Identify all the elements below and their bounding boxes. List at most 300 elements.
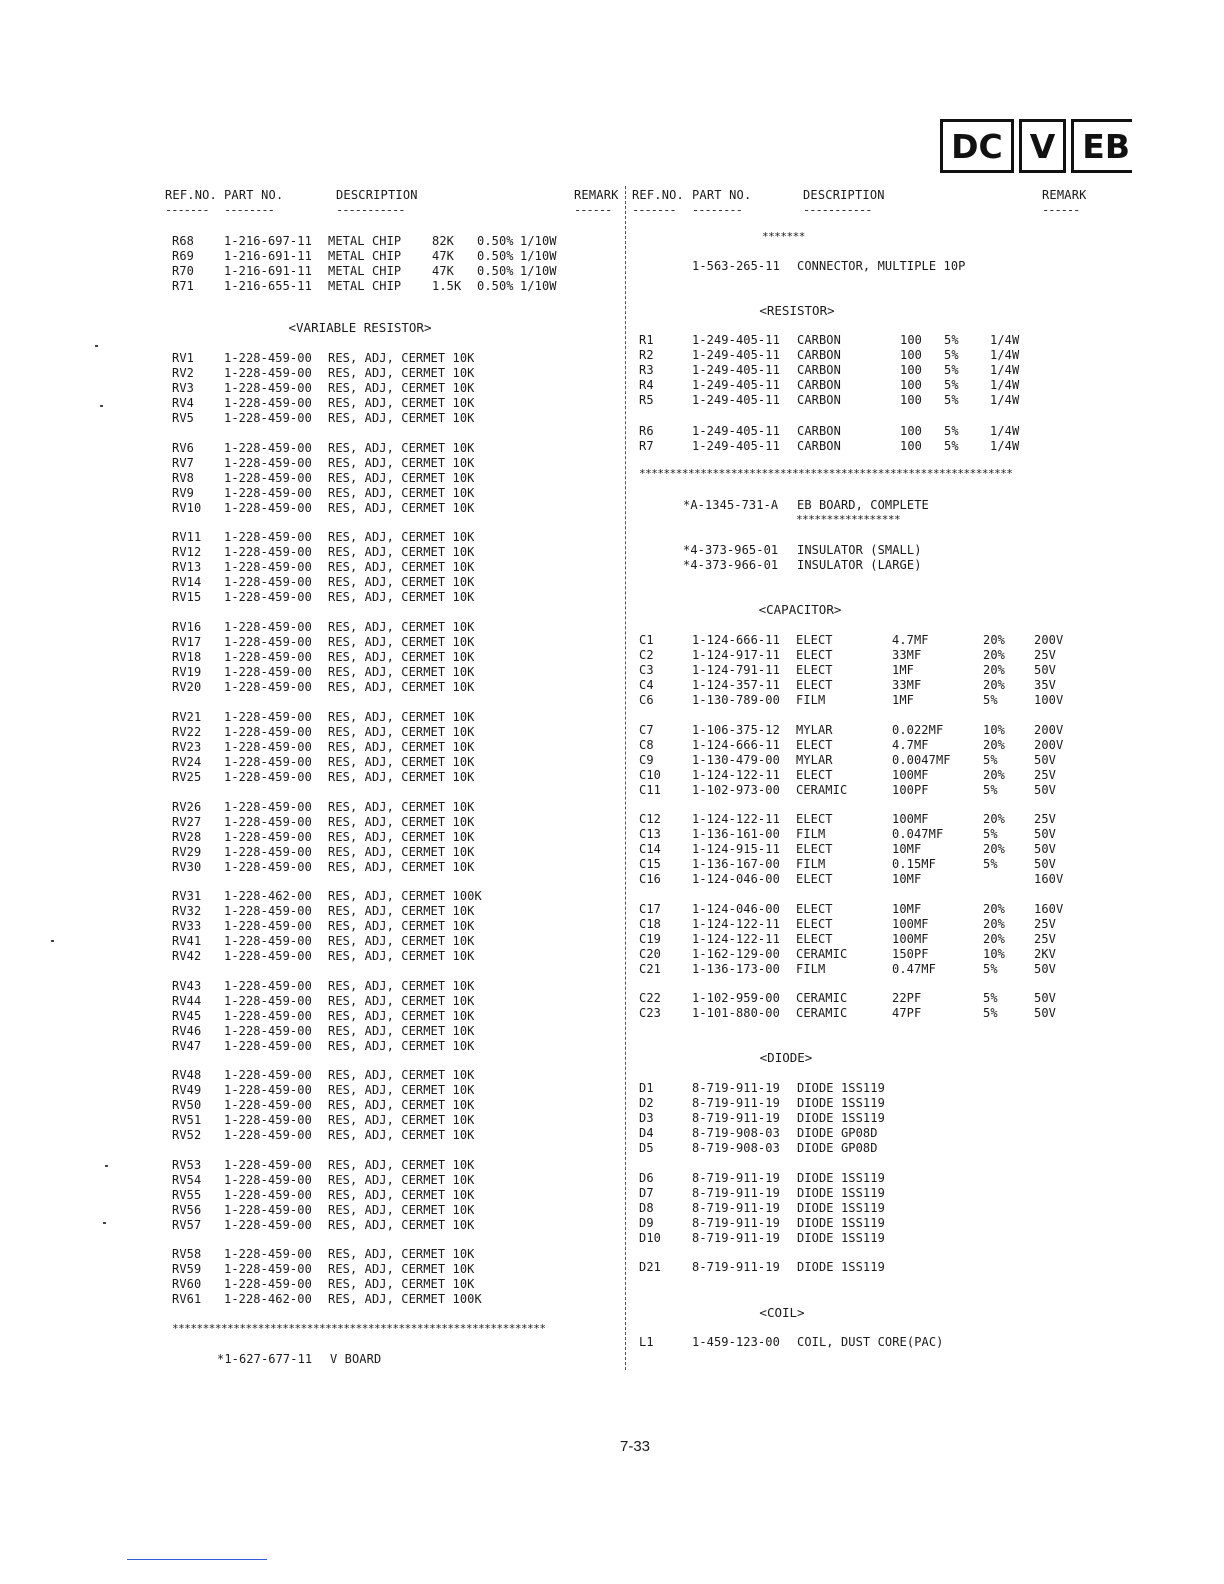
part-no: 1-249-405-11 bbox=[692, 439, 780, 453]
section-heading-coil: <COIL> bbox=[759, 1305, 805, 1320]
rating: 160V bbox=[1034, 902, 1064, 916]
part-no: 1-228-459-00 bbox=[224, 1203, 312, 1217]
scan-speck bbox=[51, 940, 54, 942]
description: RES, ADJ, CERMET 10K bbox=[328, 800, 475, 814]
part-no: 1-228-459-00 bbox=[224, 860, 312, 874]
tolerance: 5% bbox=[944, 363, 959, 377]
description: ELECT bbox=[796, 872, 833, 886]
description: RES, ADJ, CERMET 10K bbox=[328, 501, 475, 515]
part-no: 8-719-911-19 bbox=[692, 1186, 780, 1200]
ref-no: R70 bbox=[172, 264, 194, 278]
tolerance: 0.50% bbox=[477, 234, 514, 248]
part-no: 1-249-405-11 bbox=[692, 363, 780, 377]
ref-no: RV45 bbox=[172, 1009, 202, 1023]
ref-no: RV24 bbox=[172, 755, 202, 769]
part-no: 8-719-911-19 bbox=[692, 1231, 780, 1245]
part-no: 1-228-459-00 bbox=[224, 530, 312, 544]
description: MYLAR bbox=[796, 723, 833, 737]
value: 100 bbox=[900, 424, 922, 438]
tolerance: 5% bbox=[983, 783, 998, 797]
description: RES, ADJ, CERMET 10K bbox=[328, 456, 475, 470]
value: 1MF bbox=[892, 693, 914, 707]
ref-no: RV44 bbox=[172, 994, 202, 1008]
description: RES, ADJ, CERMET 10K bbox=[328, 1277, 475, 1291]
description: RES, ADJ, CERMET 10K bbox=[328, 486, 475, 500]
part-no: 1-136-167-00 bbox=[692, 857, 780, 871]
board-tag-eb: EB bbox=[1071, 119, 1132, 173]
part-no: *4-373-965-01 bbox=[683, 543, 779, 557]
description: CARBON bbox=[797, 393, 841, 407]
description: RES, ADJ, CERMET 10K bbox=[328, 1083, 475, 1097]
section-heading-resistor: <RESISTOR> bbox=[759, 303, 835, 318]
ref-no: R6 bbox=[639, 424, 654, 438]
part-no: 1-216-655-11 bbox=[224, 279, 312, 293]
rating: 25V bbox=[1034, 768, 1056, 782]
rating: 25V bbox=[1034, 812, 1056, 826]
description: DIODE 1SS119 bbox=[797, 1201, 885, 1215]
part-no: 1-102-973-00 bbox=[692, 783, 780, 797]
part-no: 1-216-691-11 bbox=[224, 264, 312, 278]
part-no: 1-228-459-00 bbox=[224, 755, 312, 769]
ref-no: C18 bbox=[639, 917, 661, 931]
description: RES, ADJ, CERMET 10K bbox=[328, 815, 475, 829]
stars-marker: ******* bbox=[762, 230, 805, 243]
tolerance: 20% bbox=[983, 768, 1005, 782]
part-no: 1-228-459-00 bbox=[224, 620, 312, 634]
value: 1MF bbox=[892, 663, 914, 677]
tolerance: 5% bbox=[983, 827, 998, 841]
description: RES, ADJ, CERMET 10K bbox=[328, 665, 475, 679]
remark-header: REMARK bbox=[1042, 188, 1087, 202]
tolerance: 0.50% bbox=[477, 264, 514, 278]
description: RES, ADJ, CERMET 10K bbox=[328, 725, 475, 739]
ref-no: R2 bbox=[639, 348, 654, 362]
value: 100 bbox=[900, 393, 922, 407]
ref-no: D8 bbox=[639, 1201, 654, 1215]
ref-no: C14 bbox=[639, 842, 661, 856]
tolerance: 10% bbox=[983, 947, 1005, 961]
tolerance: 20% bbox=[983, 932, 1005, 946]
tolerance: 20% bbox=[983, 917, 1005, 931]
description: RES, ADJ, CERMET 10K bbox=[328, 620, 475, 634]
description: CERAMIC bbox=[796, 783, 848, 797]
value: 100 bbox=[900, 439, 922, 453]
part-no: 1-124-915-11 bbox=[692, 842, 780, 856]
ref-no: C12 bbox=[639, 812, 661, 826]
description: INSULATOR (SMALL) bbox=[797, 543, 922, 557]
part-no: 8-719-908-03 bbox=[692, 1141, 780, 1155]
ref-no: RV27 bbox=[172, 815, 202, 829]
tolerance: 5% bbox=[944, 378, 959, 392]
part-no: 1-124-791-11 bbox=[692, 663, 780, 677]
rating: 1/4W bbox=[990, 424, 1020, 438]
ref-no: RV5 bbox=[172, 411, 194, 425]
ref-no: RV20 bbox=[172, 680, 202, 694]
ref-no: D7 bbox=[639, 1186, 654, 1200]
ref-no: C4 bbox=[639, 678, 654, 692]
description: FILM bbox=[796, 857, 826, 871]
description: RES, ADJ, CERMET 10K bbox=[328, 530, 475, 544]
description: RES, ADJ, CERMET 10K bbox=[328, 366, 475, 380]
part-no: 1-216-697-11 bbox=[224, 234, 312, 248]
part-no: 1-124-357-11 bbox=[692, 678, 780, 692]
part-no: 1-228-459-00 bbox=[224, 486, 312, 500]
part-no: 1-124-046-00 bbox=[692, 902, 780, 916]
description: RES, ADJ, CERMET 10K bbox=[328, 755, 475, 769]
description: METAL CHIP bbox=[328, 234, 402, 248]
tolerance: 20% bbox=[983, 738, 1005, 752]
description: ELECT bbox=[796, 842, 833, 856]
part-no: 1-228-459-00 bbox=[224, 650, 312, 664]
value: 0.022MF bbox=[892, 723, 944, 737]
rating: 1/10W bbox=[520, 279, 557, 293]
description: V BOARD bbox=[330, 1352, 382, 1366]
ref-no: RV9 bbox=[172, 486, 194, 500]
part-no: 1-228-459-00 bbox=[224, 994, 312, 1008]
part-no: 1-228-459-00 bbox=[224, 1277, 312, 1291]
description: CERAMIC bbox=[796, 1006, 848, 1020]
part-no: 1-228-459-00 bbox=[224, 1098, 312, 1112]
ref-no: C6 bbox=[639, 693, 654, 707]
part-no: 1-249-405-11 bbox=[692, 378, 780, 392]
description: ELECT bbox=[796, 902, 833, 916]
description: COIL, DUST CORE(PAC) bbox=[797, 1335, 944, 1349]
part-no: 1-228-459-00 bbox=[224, 680, 312, 694]
ref-no: C22 bbox=[639, 991, 661, 1005]
ref-no: C9 bbox=[639, 753, 654, 767]
value: 82K bbox=[432, 234, 454, 248]
part-no: 1-249-405-11 bbox=[692, 333, 780, 347]
ref-no-underline: ------- bbox=[165, 203, 209, 217]
ref-no: RV52 bbox=[172, 1128, 202, 1142]
part-no: 1-228-459-00 bbox=[224, 1173, 312, 1187]
ref-no: R71 bbox=[172, 279, 194, 293]
description: RES, ADJ, CERMET 10K bbox=[328, 994, 475, 1008]
ref-no: RV1 bbox=[172, 351, 194, 365]
value: 0.047MF bbox=[892, 827, 944, 841]
section-heading-variable-resistor: <VARIABLE RESISTOR> bbox=[288, 320, 432, 335]
part-no: 1-228-462-00 bbox=[224, 1292, 312, 1306]
part-no: 1-228-459-00 bbox=[224, 1024, 312, 1038]
ref-no: RV55 bbox=[172, 1188, 202, 1202]
description: ELECT bbox=[796, 812, 833, 826]
value: 0.47MF bbox=[892, 962, 936, 976]
description: ELECT bbox=[796, 648, 833, 662]
description: FILM bbox=[796, 693, 826, 707]
part-no: 1-124-122-11 bbox=[692, 768, 780, 782]
ref-no: RV23 bbox=[172, 740, 202, 754]
ref-no: RV26 bbox=[172, 800, 202, 814]
column-divider bbox=[625, 186, 626, 1370]
description: DIODE 1SS119 bbox=[797, 1171, 885, 1185]
description: MYLAR bbox=[796, 753, 833, 767]
board-tag-v: V bbox=[1019, 119, 1067, 173]
description: FILM bbox=[796, 827, 826, 841]
part-no: 1-130-789-00 bbox=[692, 693, 780, 707]
ref-no: RV3 bbox=[172, 381, 194, 395]
tolerance: 0.50% bbox=[477, 279, 514, 293]
description: METAL CHIP bbox=[328, 249, 402, 263]
description: RES, ADJ, CERMET 10K bbox=[328, 1068, 475, 1082]
tolerance: 5% bbox=[983, 753, 998, 767]
description: RES, ADJ, CERMET 10K bbox=[328, 770, 475, 784]
value: 100PF bbox=[892, 783, 929, 797]
tolerance: 5% bbox=[944, 393, 959, 407]
ref-no: RV53 bbox=[172, 1158, 202, 1172]
value: 47K bbox=[432, 249, 454, 263]
description: CERAMIC bbox=[796, 947, 848, 961]
part-no: 1-249-405-11 bbox=[692, 348, 780, 362]
description: INSULATOR (LARGE) bbox=[797, 558, 922, 572]
value: 47PF bbox=[892, 1006, 922, 1020]
ref-no: C2 bbox=[639, 648, 654, 662]
part-no: 1-228-459-00 bbox=[224, 979, 312, 993]
description: CERAMIC bbox=[796, 991, 848, 1005]
ref-no: RV54 bbox=[172, 1173, 202, 1187]
description: DIODE 1SS119 bbox=[797, 1096, 885, 1110]
tolerance: 20% bbox=[983, 812, 1005, 826]
ref-no: RV25 bbox=[172, 770, 202, 784]
part-no: 1-228-459-00 bbox=[224, 560, 312, 574]
value: 4.7MF bbox=[892, 633, 929, 647]
ref-no: C21 bbox=[639, 962, 661, 976]
part-no: 1-228-459-00 bbox=[224, 471, 312, 485]
ref-no: RV56 bbox=[172, 1203, 202, 1217]
part-no: 1-228-459-00 bbox=[224, 1009, 312, 1023]
ref-no: RV33 bbox=[172, 919, 202, 933]
part-no: 1-228-459-00 bbox=[224, 934, 312, 948]
tolerance: 5% bbox=[944, 439, 959, 453]
ref-no: R5 bbox=[639, 393, 654, 407]
ref-no: RV50 bbox=[172, 1098, 202, 1112]
part-no: 1-228-459-00 bbox=[224, 590, 312, 604]
description: RES, ADJ, CERMET 100K bbox=[328, 1292, 482, 1306]
ref-no: RV8 bbox=[172, 471, 194, 485]
value: 100MF bbox=[892, 917, 929, 931]
ref-no: C19 bbox=[639, 932, 661, 946]
description: RES, ADJ, CERMET 100K bbox=[328, 889, 482, 903]
rating: 25V bbox=[1034, 932, 1056, 946]
description: DIODE 1SS119 bbox=[797, 1231, 885, 1245]
description: ELECT bbox=[796, 917, 833, 931]
rating: 1/4W bbox=[990, 333, 1020, 347]
description: CARBON bbox=[797, 424, 841, 438]
rating: 200V bbox=[1034, 633, 1064, 647]
ref-no: RV46 bbox=[172, 1024, 202, 1038]
part-no: 1-124-917-11 bbox=[692, 648, 780, 662]
part-no-header: PART NO. bbox=[224, 188, 284, 202]
description: DIODE 1SS119 bbox=[797, 1111, 885, 1125]
part-no: 1-228-459-00 bbox=[224, 1068, 312, 1082]
part-no: 1-228-459-00 bbox=[224, 830, 312, 844]
rating: 25V bbox=[1034, 917, 1056, 931]
part-no: 1-228-459-00 bbox=[224, 1113, 312, 1127]
ref-no: RV14 bbox=[172, 575, 202, 589]
description: RES, ADJ, CERMET 10K bbox=[328, 560, 475, 574]
ref-no: C17 bbox=[639, 902, 661, 916]
ref-no: D1 bbox=[639, 1081, 654, 1095]
part-no: 1-106-375-12 bbox=[692, 723, 780, 737]
description: RES, ADJ, CERMET 10K bbox=[328, 934, 475, 948]
part-no: 8-719-911-19 bbox=[692, 1096, 780, 1110]
part-no: 1-249-405-11 bbox=[692, 424, 780, 438]
scan-speck bbox=[105, 1165, 108, 1167]
part-no: 1-228-459-00 bbox=[224, 904, 312, 918]
part-no-underline: -------- bbox=[692, 203, 742, 217]
description: RES, ADJ, CERMET 10K bbox=[328, 1098, 475, 1112]
tolerance: 5% bbox=[944, 424, 959, 438]
part-no: 1-228-459-00 bbox=[224, 1247, 312, 1261]
tolerance: 20% bbox=[983, 678, 1005, 692]
ref-no: RV49 bbox=[172, 1083, 202, 1097]
description-header: DESCRIPTION bbox=[336, 188, 418, 202]
section-heading-capacitor: <CAPACITOR> bbox=[758, 602, 842, 617]
tolerance: 10% bbox=[983, 723, 1005, 737]
ref-no: RV17 bbox=[172, 635, 202, 649]
rating: 200V bbox=[1034, 723, 1064, 737]
part-no: *4-373-966-01 bbox=[683, 558, 779, 572]
description: RES, ADJ, CERMET 10K bbox=[328, 1262, 475, 1276]
ref-no: RV60 bbox=[172, 1277, 202, 1291]
description: RES, ADJ, CERMET 10K bbox=[328, 1024, 475, 1038]
rating: 1/4W bbox=[990, 393, 1020, 407]
description: RES, ADJ, CERMET 10K bbox=[328, 919, 475, 933]
ref-no: RV28 bbox=[172, 830, 202, 844]
ref-no: RV32 bbox=[172, 904, 202, 918]
tolerance: 5% bbox=[983, 962, 998, 976]
ref-no: RV21 bbox=[172, 710, 202, 724]
part-no: 1-228-459-00 bbox=[224, 740, 312, 754]
description: RES, ADJ, CERMET 10K bbox=[328, 1188, 475, 1202]
ref-no: R3 bbox=[639, 363, 654, 377]
scan-speck bbox=[100, 405, 103, 407]
description: CARBON bbox=[797, 363, 841, 377]
section-heading-diode: <DIODE> bbox=[759, 1050, 813, 1065]
description: RES, ADJ, CERMET 10K bbox=[328, 1039, 475, 1053]
part-no: 1-124-666-11 bbox=[692, 633, 780, 647]
value: 10MF bbox=[892, 872, 922, 886]
ref-no: RV48 bbox=[172, 1068, 202, 1082]
part-no: 1-228-459-00 bbox=[224, 1039, 312, 1053]
tolerance: 5% bbox=[944, 348, 959, 362]
separator-stars: ************************************************************* bbox=[639, 467, 1013, 480]
description: RES, ADJ, CERMET 10K bbox=[328, 1158, 475, 1172]
part-no: 1-228-459-00 bbox=[224, 396, 312, 410]
rating: 1/10W bbox=[520, 264, 557, 278]
part-no: 1-228-459-00 bbox=[224, 725, 312, 739]
description: ELECT bbox=[796, 663, 833, 677]
description: METAL CHIP bbox=[328, 279, 402, 293]
rating: 1/4W bbox=[990, 439, 1020, 453]
part-no: 1-124-046-00 bbox=[692, 872, 780, 886]
ref-no: C7 bbox=[639, 723, 654, 737]
part-no: 1-228-459-00 bbox=[224, 919, 312, 933]
part-no: 1-228-459-00 bbox=[224, 441, 312, 455]
part-no: 1-228-459-00 bbox=[224, 456, 312, 470]
ref-no: RV11 bbox=[172, 530, 202, 544]
description: RES, ADJ, CERMET 10K bbox=[328, 1203, 475, 1217]
ref-no: R7 bbox=[639, 439, 654, 453]
value: 100MF bbox=[892, 812, 929, 826]
description: RES, ADJ, CERMET 10K bbox=[328, 590, 475, 604]
value: 47K bbox=[432, 264, 454, 278]
remark-header: REMARK bbox=[574, 188, 619, 202]
ref-no: RV7 bbox=[172, 456, 194, 470]
value: 100MF bbox=[892, 768, 929, 782]
part-no: 8-719-911-19 bbox=[692, 1111, 780, 1125]
rating: 2KV bbox=[1034, 947, 1056, 961]
tolerance: 5% bbox=[944, 333, 959, 347]
ref-no: RV61 bbox=[172, 1292, 202, 1306]
ref-no: D6 bbox=[639, 1171, 654, 1185]
description: ELECT bbox=[796, 768, 833, 782]
tolerance: 20% bbox=[983, 902, 1005, 916]
description: RES, ADJ, CERMET 10K bbox=[328, 1247, 475, 1261]
ref-no: RV2 bbox=[172, 366, 194, 380]
description: FILM bbox=[796, 962, 826, 976]
part-no: 8-719-911-19 bbox=[692, 1201, 780, 1215]
description-header: DESCRIPTION bbox=[803, 188, 885, 202]
ref-no: RV43 bbox=[172, 979, 202, 993]
value: 1.5K bbox=[432, 279, 462, 293]
ref-no: RV58 bbox=[172, 1247, 202, 1261]
ref-no: C15 bbox=[639, 857, 661, 871]
footer-rule bbox=[127, 1559, 267, 1560]
ref-no: C8 bbox=[639, 738, 654, 752]
description: RES, ADJ, CERMET 10K bbox=[328, 545, 475, 559]
description: ELECT bbox=[796, 738, 833, 752]
value: 100 bbox=[900, 363, 922, 377]
ref-no: RV47 bbox=[172, 1039, 202, 1053]
description: RES, ADJ, CERMET 10K bbox=[328, 411, 475, 425]
description: RES, ADJ, CERMET 10K bbox=[328, 1113, 475, 1127]
ref-no: RV41 bbox=[172, 934, 202, 948]
description: RES, ADJ, CERMET 10K bbox=[328, 1009, 475, 1023]
value: 22PF bbox=[892, 991, 922, 1005]
ref-no: C16 bbox=[639, 872, 661, 886]
rating: 1/10W bbox=[520, 249, 557, 263]
ref-no: D3 bbox=[639, 1111, 654, 1125]
part-no: 1-228-459-00 bbox=[224, 845, 312, 859]
part-no: 1-228-459-00 bbox=[224, 710, 312, 724]
value: 100 bbox=[900, 378, 922, 392]
part-no: 1-228-459-00 bbox=[224, 770, 312, 784]
description: RES, ADJ, CERMET 10K bbox=[328, 471, 475, 485]
rating: 1/4W bbox=[990, 363, 1020, 377]
ref-no: C10 bbox=[639, 768, 661, 782]
part-no: 1-563-265-11 bbox=[692, 259, 780, 273]
ref-no: D2 bbox=[639, 1096, 654, 1110]
ref-no: C1 bbox=[639, 633, 654, 647]
description: RES, ADJ, CERMET 10K bbox=[328, 351, 475, 365]
part-no: *A-1345-731-A bbox=[683, 498, 779, 512]
description: RES, ADJ, CERMET 10K bbox=[328, 860, 475, 874]
part-no: 1-228-459-00 bbox=[224, 366, 312, 380]
description: RES, ADJ, CERMET 10K bbox=[328, 845, 475, 859]
value: 33MF bbox=[892, 648, 922, 662]
value: 10MF bbox=[892, 842, 922, 856]
part-no: 1-228-459-00 bbox=[224, 1128, 312, 1142]
part-no: 1-228-459-00 bbox=[224, 501, 312, 515]
description: DIODE 1SS119 bbox=[797, 1260, 885, 1274]
description: RES, ADJ, CERMET 10K bbox=[328, 441, 475, 455]
ref-no: RV22 bbox=[172, 725, 202, 739]
ref-no: RV13 bbox=[172, 560, 202, 574]
part-no: *1-627-677-11 bbox=[217, 1352, 313, 1366]
part-no: 8-719-911-19 bbox=[692, 1081, 780, 1095]
description: DIODE 1SS119 bbox=[797, 1186, 885, 1200]
description: DIODE 1SS119 bbox=[797, 1216, 885, 1230]
